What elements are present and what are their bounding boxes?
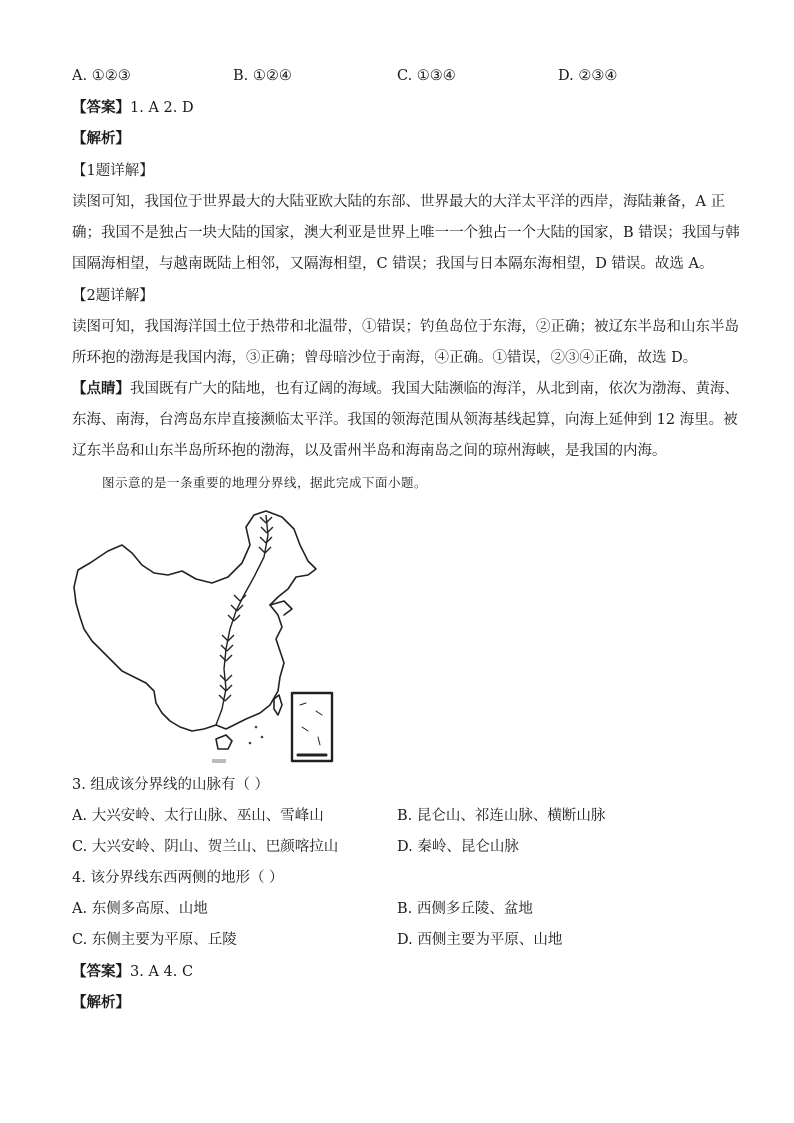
detail1-line: 确；我国不是独占一块大陆的国家，澳大利亚是世界上唯一一个独占一个大陆的国家，B 错误；我国与韩 xyxy=(72,225,740,241)
answer-label: 【答案】 xyxy=(72,963,130,980)
answer-line-2 xyxy=(72,962,193,982)
q4-option-c: C. 东侧主要为平原、丘陵 xyxy=(72,932,237,948)
south-china-sea-inset xyxy=(292,693,332,761)
q3-option-a: A. 大兴安岭、太行山脉、巫山、雪峰山 xyxy=(72,808,324,824)
island-dots xyxy=(212,726,263,763)
answer-text: 3. A 4. C xyxy=(130,964,194,980)
prev-option-b: B. ①②④ xyxy=(233,68,292,84)
dividing-line xyxy=(216,515,273,725)
detail2-label: 【2题详解】 xyxy=(72,288,154,304)
analysis-label-1: 【解析】 xyxy=(72,130,130,147)
prev-option-a: A. ①②③ xyxy=(72,68,131,84)
q3-option-b: B. 昆仑山、祁连山脉、横断山脉 xyxy=(397,808,606,824)
q3-option-d: D. 秦岭、昆仑山脉 xyxy=(397,839,519,855)
prev-option-c: C. ①③④ xyxy=(397,68,456,84)
point-line: 辽东半岛和山东半岛所环抱的渤海，以及雷州半岛和海南岛之间的琼州海峡，是我国的内海。 xyxy=(72,443,667,459)
taiwan-island xyxy=(274,695,282,715)
answer-line-1 xyxy=(72,98,194,118)
question-4-stem: 4. 该分界线东西两侧的地形（ ） xyxy=(72,870,284,886)
question-3-stem: 3. 组成该分界线的山脉有（ ） xyxy=(72,777,270,793)
answer-text: 1. A 2. D xyxy=(130,100,194,116)
answer-label: 【答案】 xyxy=(72,99,130,116)
analysis-label-2: 【解析】 xyxy=(72,994,130,1011)
detail1-line: 国隔海相望，与越南既陆上相邻，又隔海相望，C 错误；我国与日本隔东海相望，D 错误。故选 A。 xyxy=(72,256,714,272)
hainan-island xyxy=(216,735,232,749)
q4-option-d: D. 西侧主要为平原、山地 xyxy=(397,932,563,948)
detail1-line: 读图可知，我国位于世界最大的大陆亚欧大陆的东部、世界最大的大洋太平洋的西岸，海陆兼备，A 正 xyxy=(72,194,726,210)
point-line: 东海、南海，台湾岛东岸直接濒临太平洋。我国的领海范围从领海基线起算，向海上延伸到 12 海里。被 xyxy=(72,412,738,428)
q4-option-b: B. 西侧多丘陵、盆地 xyxy=(397,901,533,917)
prev-option-d: D. ②③④ xyxy=(558,68,618,84)
china-map-figure xyxy=(70,505,340,770)
detail2-line: 读图可知，我国海洋国土位于热带和北温带，①错误；钓鱼岛位于东海，②正确；被辽东半岛和山东半岛 xyxy=(72,319,739,335)
q3-option-c: C. 大兴安岭、阴山、贺兰山、巴颜喀拉山 xyxy=(72,839,339,855)
q4-option-a: A. 东侧多高原、山地 xyxy=(72,901,208,917)
group-intro: 图示意的是一条重要的地理分界线，据此完成下面小题。 xyxy=(102,475,428,490)
point-label: 【点睛】 xyxy=(72,380,130,397)
point-line-1 xyxy=(72,379,739,399)
detail2-line: 所环抱的渤海是我国内海，③正确；曾母暗沙位于南海，④正确。①错误，②③④正确，故选 D。 xyxy=(72,350,698,366)
point-text: 我国既有广大的陆地，也有辽阔的海域。我国大陆濒临的海洋，从北到南，依次为渤海、黄海、 xyxy=(130,381,739,397)
detail1-label: 【1题详解】 xyxy=(72,163,154,179)
